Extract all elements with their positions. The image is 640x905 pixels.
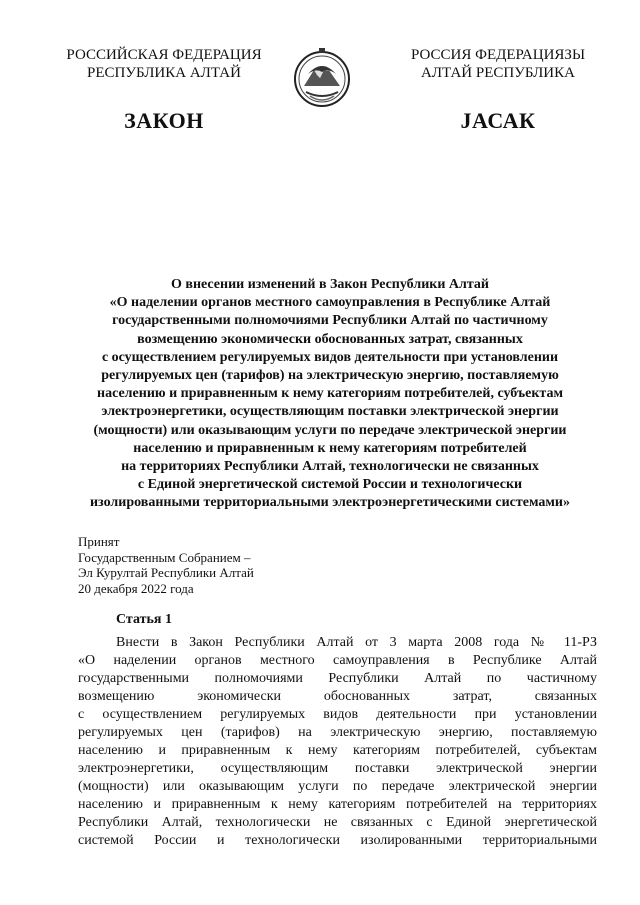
article-line: населению и приравненным к нему категориям потребителей, субъектам — [78, 743, 597, 758]
title-line: с Единой энергетической системой России и технологически — [137, 477, 523, 493]
article-line: Внести в Закон Республики Алтай от 3 марта 2008 года № 11-РЗ — [116, 635, 597, 650]
title-line: государственными полномочиями Республики Алтай по частичному — [112, 313, 548, 329]
article-body — [78, 634, 597, 850]
article-line: возмещению экономически обоснованных затрат, связанных — [78, 689, 597, 704]
law-word-russian: ЗАКОН — [124, 108, 204, 133]
law-title — [70, 276, 590, 513]
article-line: регулируемых цен (тарифов) на электрическую энергию, поставляемую — [78, 725, 597, 740]
article-line: электроэнергетики, осуществляющим поставки электрической энергии — [78, 761, 597, 776]
header-right-line: РОССИЯ ФЕДЕРАЦИЯЗЫ — [410, 47, 586, 63]
header-right-line: АЛТАЙ РЕСПУБЛИКА — [421, 65, 575, 81]
adoption-line: Эл Курултай Республики Алтай — [78, 565, 254, 580]
title-line: (мощности) или оказывающим услуги по передаче электрической энергии — [93, 422, 567, 438]
header-right-block — [368, 46, 628, 82]
adoption-note — [78, 534, 254, 596]
title-line: изолированными территориальными электроэнергетическими системами» — [89, 495, 570, 511]
title-line: регулируемых цен (тарифов) на электрическую энергию, поставляемую — [101, 368, 559, 384]
coat-of-arms-emblem-icon — [294, 46, 350, 112]
adoption-date: 20 декабря 2022 года — [78, 580, 194, 596]
title-line: «О наделении органов местного самоуправления в Республике Алтай — [109, 295, 551, 311]
title-line: населению и приравненным к нему категориям потребителей — [133, 440, 527, 456]
article-heading: Статья 1 — [116, 612, 172, 627]
article-line: государственными полномочиями Республики Алтай по частичному — [78, 671, 597, 686]
article-line: Республики Алтай, технологически не связанных с Единой энергетической — [78, 815, 597, 830]
header-left-block — [34, 46, 294, 82]
title-line: населению и приравненным к нему категориям потребителей, субъектам — [97, 386, 563, 402]
article-line: (мощности) или оказывающим услуги по передаче электрической энергии — [78, 779, 597, 794]
article-line: с осуществлением регулируемых видов деятельности при установлении — [78, 707, 597, 722]
header-left-line: РЕСПУБЛИКА АЛТАЙ — [87, 65, 241, 81]
title-line: на территориях Республики Алтай, технологически не связанных — [121, 459, 539, 475]
title-line: возмещению экономически обоснованных затрат, связанных — [137, 331, 523, 347]
adoption-line: Принят — [78, 534, 120, 549]
title-line: электроэнергетики, осуществляющим поставки электрической энергии — [101, 404, 559, 420]
article-line: системой России и технологически изолированными территориальными — [78, 833, 597, 848]
title-line: с осуществлением регулируемых видов деятельности при установлении — [101, 349, 559, 365]
article-line: «О наделении органов местного самоуправления в Республике Алтай — [78, 653, 597, 668]
law-word-altai: JАСАК — [460, 108, 536, 133]
article-line: населению и приравненным к нему категориям потребителей на территориях — [78, 797, 597, 812]
title-line: О внесении изменений в Закон Республики Алтай — [171, 277, 489, 292]
adoption-line: Государственным Собранием – — [78, 549, 251, 565]
header-left-line: РОССИЙСКАЯ ФЕДЕРАЦИЯ — [66, 47, 262, 63]
